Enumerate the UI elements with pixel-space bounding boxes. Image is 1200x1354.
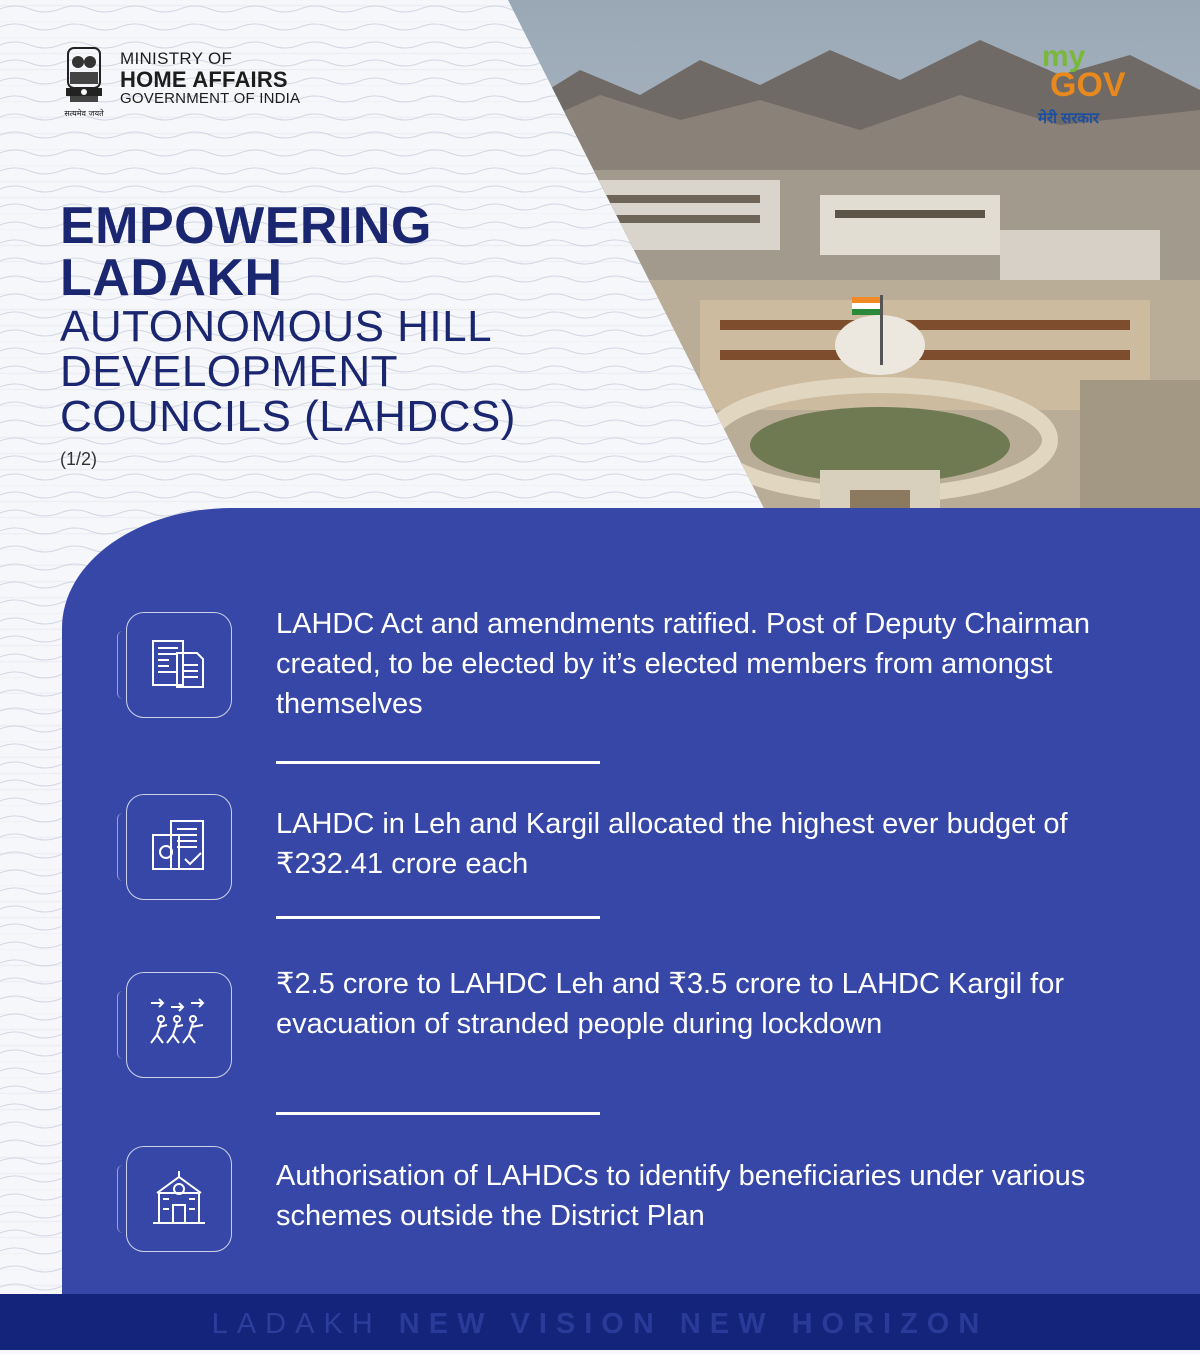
national-emblem-icon	[58, 44, 110, 122]
item-4-text: Authorisation of LAHDCs to identify beneficiaries under various schemes outside the District Plan	[276, 1160, 1086, 1232]
footer-tagline-vision: NEW VISION NEW HORIZON	[398, 1308, 989, 1340]
item-3-text: ₹2.5 crore to LAHDC Leh and ₹3.5 crore to LAHDC Kargil for evacuation of stranded people during lockdown	[276, 968, 1065, 1040]
title-light-line-1: AUTONOMOUS HILL	[60, 302, 493, 351]
emblem-motto: सत्यमेव जयते	[64, 109, 104, 118]
document-icon	[126, 612, 232, 718]
title-light-line-3: COUNCILS (LAHDCS)	[60, 392, 516, 441]
budget-money-checklist-icon	[126, 794, 232, 900]
ministry-line-3: GOVERNMENT OF INDIA	[120, 89, 301, 107]
content-panel	[62, 508, 1200, 1294]
ministry-line-1: MINISTRY OF	[120, 49, 233, 68]
page-title	[60, 197, 680, 470]
title-light-line-2: DEVELOPMENT	[60, 347, 399, 396]
divider	[276, 1112, 600, 1115]
title-bold-line-2: LADAKH	[60, 249, 283, 307]
item-2-text: LAHDC in Leh and Kargil allocated the highest ever budget of ₹232.41 crore each	[276, 808, 1068, 880]
evacuation-people-running-icon	[126, 972, 232, 1078]
footer-tagline	[0, 1294, 1200, 1350]
item-1-text: LAHDC Act and amendments ratified. Post of Deputy Chairman created, to be elected by it’s elected members from amongst themselves	[276, 608, 1090, 720]
government-building-icon	[126, 1146, 232, 1252]
title-bold-line-1: EMPOWERING	[60, 197, 432, 255]
mygov-logo	[1034, 40, 1144, 130]
divider	[276, 916, 600, 919]
divider	[276, 761, 600, 764]
mygov-tagline: मेरी सरकार	[1038, 110, 1099, 127]
ministry-line-2: HOME AFFAIRS	[120, 66, 288, 92]
mygov-logo-my: my	[1042, 40, 1086, 73]
footer-tagline-ladakh: LADAKH	[211, 1308, 399, 1340]
ministry-label	[120, 50, 300, 107]
mygov-logo-gov: GOV	[1050, 66, 1126, 104]
page-indicator: (1/2)	[60, 449, 98, 469]
